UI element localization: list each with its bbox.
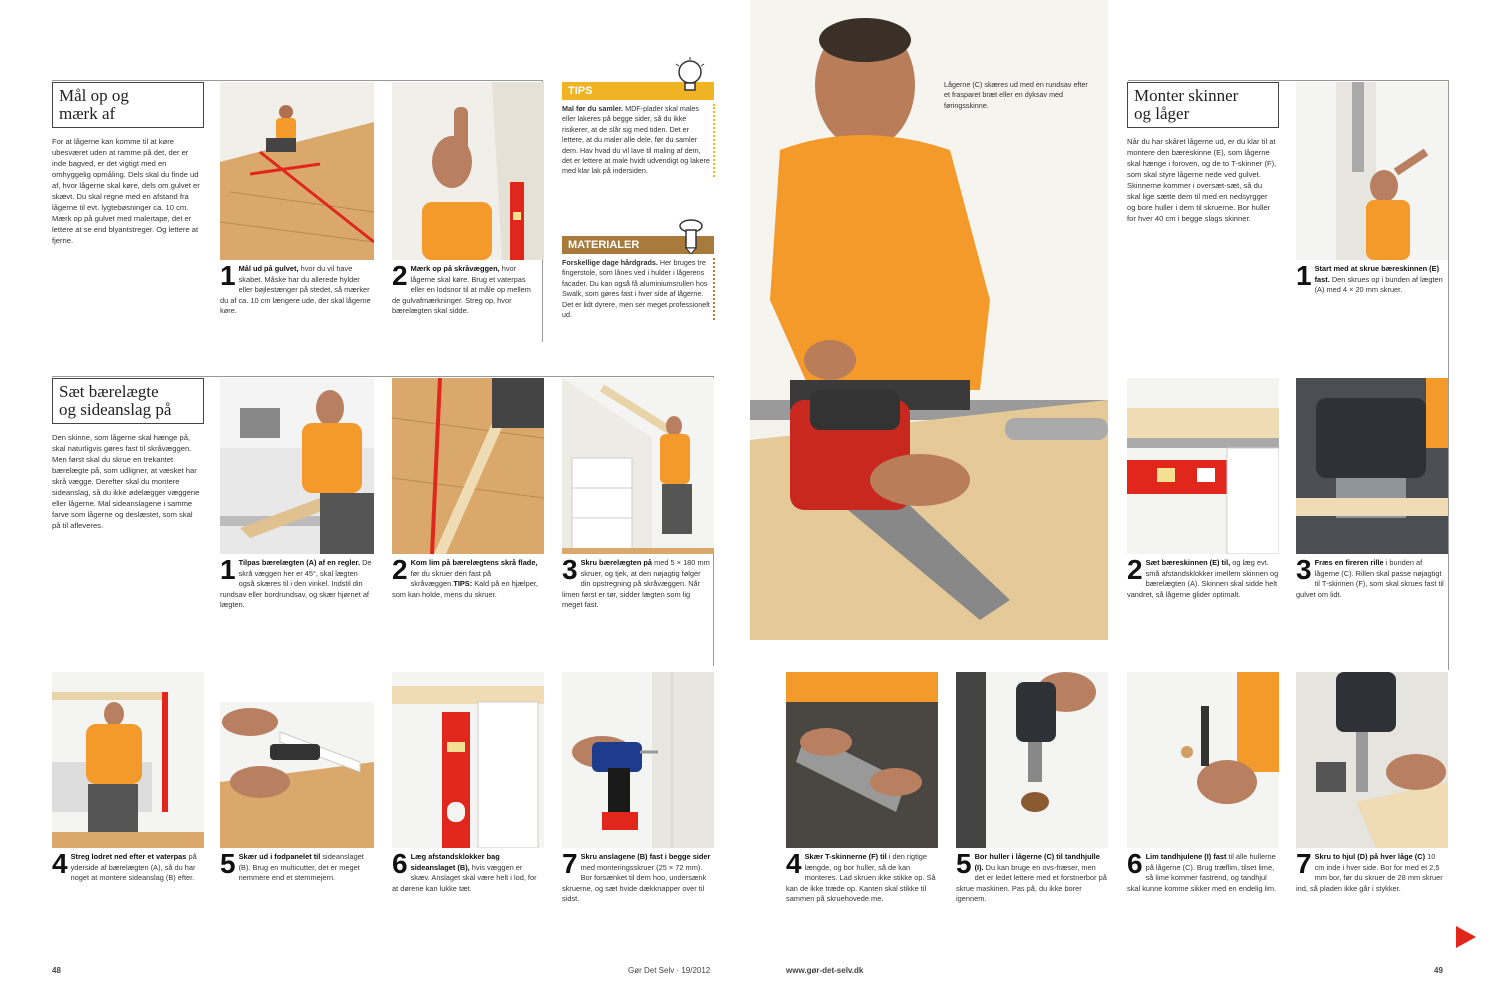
step-text: Du kan bruge en ovs-fræser, men det er ledet lettere med et forstnerbor på skrue maskinen. Pas på, du ikke borer igennem.	[956, 862, 1107, 904]
step-caption-5	[220, 848, 372, 884]
main-photo-caption: Lågerne (C) skæres ud med en rundsav efter et frasparet bræt eller en dyksav med føringsskinne.	[944, 80, 1088, 110]
step-number: 4	[52, 848, 68, 879]
step-number: 5	[956, 848, 972, 879]
step-number: 3	[1296, 554, 1312, 585]
tips-bold: Mal før du samler.	[562, 104, 624, 113]
magazine-issue: Gør Det Selv · 19/2012	[628, 966, 711, 975]
tips-text	[562, 104, 715, 177]
step-bold: Kom lim på bærelægtens skrå flade,	[410, 558, 538, 567]
step-caption-3	[562, 554, 712, 611]
step-number: 1	[220, 554, 236, 585]
red-triangle-icon[interactable]	[1456, 926, 1476, 948]
step-caption-2	[1127, 554, 1279, 600]
materials-label: MATERIALER	[562, 236, 714, 254]
tips-label: TIPS	[562, 82, 714, 100]
page-number-left: 48	[52, 966, 61, 975]
photo-spacer-level	[392, 672, 544, 848]
photo-drill-door	[956, 672, 1108, 848]
step-caption-4	[52, 848, 204, 884]
lightbulb-icon	[672, 56, 708, 96]
step-bold: Skru anslagene (B) fast i begge sider	[580, 852, 711, 861]
step-text: hvor du vil have skabet. Måske har du allerede hylder eller bøjlestænger på stedet, så mærker du af ca. 10 cm længere ude, der skal lågerne køre.	[220, 264, 371, 316]
photo-mark-wall	[392, 82, 544, 260]
step-bold: Tilpas bærelægten (A) af en regler.	[238, 558, 361, 567]
photo-rail-level	[1127, 378, 1279, 554]
step-number: 2	[392, 260, 408, 291]
section-intro-measure: For at lågerne kan komme til at køre ubesværet uden at ramme på det, der er inde bagved, er det vigtigt med en omhyggelig opmåling. Dels skal du finde ud af, hvor lågerne skal køre, dels om gulvet er skævt. Du skal regne med en afstand fra lågerne til evt. lygtebøsninger ca. 10 cm. Mærk op på gulvet med malertape, det er lettere at se end blyantstreger. Og lettere at fjerne.	[52, 137, 200, 245]
step-caption-1	[220, 260, 372, 317]
section-title-line2: og sideanslag på	[59, 400, 172, 419]
step-number: 4	[786, 848, 802, 879]
tips-body: MDF-plader skal males eller lakeres på begge sider, så du ikke risikerer, at de slår sig med tiden. Det er lettere, at du maler alle dele, før du samler dem. Hav hvad du vil lave til maling af dem, det er lettere at male hvidt udvendigt og lakere med klar lak på indersiden.	[562, 104, 710, 176]
materials-bold: Forskellige dage hårdgrads.	[562, 258, 658, 267]
photo-multicutter	[220, 672, 374, 848]
step-caption-1	[1296, 260, 1446, 296]
section-title-line1: Mål op og	[59, 86, 129, 105]
section-title-line2: mærk af	[59, 104, 116, 123]
screw-icon	[676, 218, 706, 254]
photo-router	[1296, 378, 1448, 554]
photo-measure-floor	[220, 82, 374, 260]
step-bold: Streg lodret ned efter et vaterpas	[70, 852, 187, 861]
section-title-line2: og låger	[1134, 104, 1190, 123]
section-intro-rails: Når du har skåret lågerne ud, er du klar til at montere den bæreskinne (E), som lågerne skal hænge i foroven, og de to T-skinner (F), som skal styre lågerne nede ved gulvet. Skinnerne kommer i oversæt-sæt, så du skal lige sætte dem til med en nedsyrgger og bore huller i dem til skruerne. Bor huller for hver 40 cm i begge slags skinner.	[1127, 137, 1277, 223]
step-bold: Start med at skrue bæreskinnen (E) fast.	[1314, 264, 1440, 284]
step-caption-6	[1127, 848, 1279, 894]
step-text: til alle hullerne på lågerne (C). Brug træflim, tilset lime, så lime kommer fastrend, og tandhjul skal kunne komme sikker med en endelig lim.	[1127, 852, 1277, 893]
section-title-batten	[52, 378, 204, 424]
step-text: i den rigtige længde, og bor huller, så de kan monteres. Lad skruen ikke stikke op. Så kan de ikke træde op. Kanten skal stikke til sammen på skruehovede me.	[786, 852, 936, 904]
step-caption-4	[786, 848, 938, 905]
step-number: 7	[1296, 848, 1312, 879]
step-caption-7	[1296, 848, 1446, 894]
step-text: Den skrues op i bunden af lægten (A) med 4 × 20 mm skruer.	[1314, 274, 1443, 295]
step-bold: Bor huller i lågerne (C) til tandhjulle (I).	[974, 852, 1100, 872]
step-text: med monteringsskruer (25 × 72 mm). Bor forsænket til dem hoo, undersænk skruerne, og sæt hvide dækknapper over til sidst.	[562, 862, 707, 904]
step-bold: Skru to hjul (D) på hver låge (C)	[1314, 852, 1426, 861]
step-bold: Sæt bæreskinnen (E) til,	[1145, 558, 1231, 567]
step-bold: Lim tandhjulene (I) fast	[1145, 852, 1227, 861]
section-title-rails	[1127, 82, 1279, 128]
step-text: i bunden af lågerne (C). Rillen skal passe nøjagtigt til T-skinnen (F), som skal skrues fast til gulvet om lidt.	[1296, 558, 1444, 599]
tip-label: TIPS:	[453, 579, 473, 589]
step-caption-5	[956, 848, 1108, 905]
website-url[interactable]: www.gør-det-selv.dk	[786, 966, 864, 975]
section-title-line1: Sæt bærelægte	[59, 382, 159, 401]
step-caption-7	[562, 848, 714, 905]
step-bold: Skær T-skinnerne (F) til	[804, 852, 887, 861]
step-caption-3	[1296, 554, 1446, 600]
photo-glue-batten	[392, 378, 544, 554]
step-number: 2	[1127, 554, 1143, 585]
step-number: 6	[1127, 848, 1143, 879]
step-number: 1	[1296, 260, 1312, 291]
materials-text	[562, 258, 715, 320]
photo-plumb-line	[52, 672, 204, 848]
photo-screw-wheels	[1296, 672, 1448, 848]
step-bold: Mærk op på skråvæggen,	[410, 264, 500, 273]
step-bold: Læg afstandsklokker bag sideanslaget (B),	[410, 852, 500, 872]
step-number: 5	[220, 848, 236, 879]
photo-mount-rail	[1296, 82, 1448, 260]
step-text: med 5 × 180 mm skruer, og tjek, at den nøjagtig følger din opstregning på skråvæggen. Når limen først er tør, sidder lægten som lig meget fast.	[562, 558, 710, 610]
step-text: og læg evt. små afstandsklokker imellem skinnen og bærelægten (A). Skinnen skal sidde helt vandret, så lågerne glider optimalt.	[1127, 558, 1279, 599]
photo-hacksaw-rail	[786, 672, 938, 848]
materials-body: Her bruges tre fingerstole, som lånes ved i hulder i lågerens facader. Du kan også få aluminiumsrullen hos Swalk, som gøres fast i hver side af lågerne. Det er lidt dyrere, men ser meget professionelt ud.	[562, 258, 710, 320]
step-caption-2	[392, 554, 542, 600]
page-number-right: 49	[1434, 966, 1443, 975]
photo-glue-gear	[1127, 672, 1279, 848]
step-number: 6	[392, 848, 408, 879]
step-text: før du skruer den fast på skråvæggen.	[410, 568, 492, 589]
step-text: 10 cm inde i hver side. Bor for med et 2,5 mm bor, før du skruer de 28 mm skruer ind, så pladen ikke går i stykker.	[1296, 852, 1443, 893]
step-bold: Skru bærelægten på	[580, 558, 653, 567]
step-number: 1	[220, 260, 236, 291]
step-text: på yderside af bærelægten (A), så du har noget at montere sideanslag (B) efter.	[70, 852, 197, 883]
photo-cut-batten	[220, 378, 374, 554]
step-number: 7	[562, 848, 578, 879]
step-text: De skrå væggen her er 45°, skal lægten også skæres til i den vinkel. Indstil din rundsav eller bordrundsav, og skær hjørnet af lægten.	[220, 558, 372, 610]
step-number: 3	[562, 554, 578, 585]
photo-screw-batten	[562, 378, 714, 554]
step-text: sideanslaget (B). Brug en multicutter, det er meget nemmere end et stemmejern.	[238, 852, 364, 883]
step-number: 2	[392, 554, 408, 585]
photo-drill-stop	[562, 672, 714, 848]
section-title-line1: Monter skinner	[1134, 86, 1239, 105]
section-title-measure	[52, 82, 204, 128]
step-bold: Mål ud på gulvet,	[238, 264, 299, 273]
section-intro-batten: Den skinne, som lågerne skal hænge på, skal naturligvis gøres fast til skråvæggen. Men først skal du skrue en trekantet bærelægte på, som udligner, at væsket har skrå vægge. Derefter skal du montere sideanslag, så du ikke ødelægger væggene eller lågerne. Mal sideanslagene i samme farve som lågerne og deslæstet, som skal på til afleveres.	[52, 433, 200, 530]
step-text: hvor lågerne skal køre. Brug et vaterpas eller en lodsnor til at måle op mellem de gulvafmærkninger. Streg op, hvor bærelægten skal sidde.	[392, 264, 531, 316]
step-text: hvis væggen er skæv. Anslaget skal være helt i lod, for at dørene kan lukke tæt.	[392, 862, 537, 893]
step-caption-1	[220, 554, 372, 611]
step-bold: Fræs en fireren rille	[1314, 558, 1384, 567]
step-caption-6	[392, 848, 542, 894]
step-caption-2	[392, 260, 538, 317]
step-bold: Skær ud i fodpanelet til	[238, 852, 321, 861]
tip-text: Kald på en hjælper, som kan holde, mens du skruer.	[392, 579, 538, 599]
